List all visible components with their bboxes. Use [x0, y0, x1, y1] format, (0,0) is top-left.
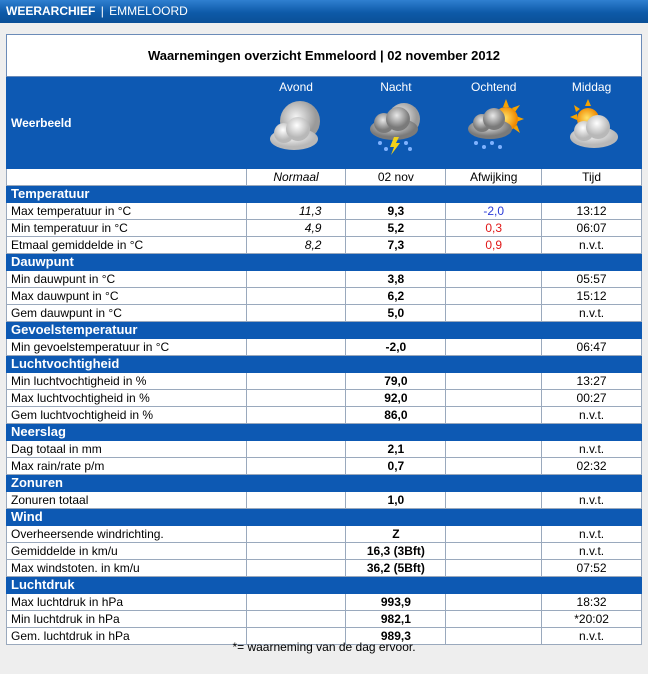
table-row	[7, 492, 642, 509]
deviation-value	[446, 339, 542, 356]
table-row	[7, 407, 642, 424]
table-row	[7, 390, 642, 407]
table-row	[7, 271, 642, 288]
row-label: Dag totaal in mm	[7, 441, 247, 458]
deviation-value	[446, 611, 542, 628]
row-label: Max luchtdruk in hPa	[7, 594, 247, 611]
deviation-value	[446, 373, 542, 390]
row-label: Gemiddelde in km/u	[7, 543, 247, 560]
observed-value: 9,3	[346, 203, 446, 220]
observed-value: 36,2 (5Bft)	[346, 560, 446, 577]
observed-value: 0,7	[346, 458, 446, 475]
time-value: n.v.t.	[542, 492, 642, 509]
rain-sun-icon	[462, 97, 526, 157]
observed-value: 982,1	[346, 611, 446, 628]
normal-value	[246, 305, 346, 322]
weather-panel	[0, 23, 648, 674]
cloudy-night-icon	[264, 97, 328, 157]
title-separator: |	[100, 4, 104, 18]
observed-value: 16,3 (3Bft)	[346, 543, 446, 560]
deviation-value	[446, 288, 542, 305]
deviation-value	[446, 441, 542, 458]
deviation-value	[446, 526, 542, 543]
location-name: EMMELOORD	[109, 4, 188, 18]
normal-value	[246, 339, 346, 356]
time-value: 05:57	[542, 271, 642, 288]
time-value: 18:32	[542, 594, 642, 611]
section-title: Luchtvochtigheid	[7, 356, 642, 373]
normal-value: 8,2	[246, 237, 346, 254]
section-title: Wind	[7, 509, 642, 526]
normal-value	[246, 526, 346, 543]
table-row	[7, 441, 642, 458]
header-normaal: Normaal	[246, 169, 346, 186]
observed-value: 2,1	[346, 441, 446, 458]
normal-value	[246, 458, 346, 475]
section-header-row	[7, 186, 642, 203]
table-row	[7, 237, 642, 254]
section-header-row	[7, 509, 642, 526]
table-row	[7, 373, 642, 390]
table-row	[7, 220, 642, 237]
normal-value: 11,3	[246, 203, 346, 220]
row-label: Max windstoten. in km/u	[7, 560, 247, 577]
weather-image-row	[7, 77, 642, 169]
table-row	[7, 560, 642, 577]
deviation-value	[446, 390, 542, 407]
observed-value: 1,0	[346, 492, 446, 509]
normal-value	[246, 390, 346, 407]
section-title: Luchtdruk	[7, 577, 642, 594]
time-value: n.v.t.	[542, 237, 642, 254]
section-title: Zonuren	[7, 475, 642, 492]
observed-value: 92,0	[346, 390, 446, 407]
observed-value: 79,0	[346, 373, 446, 390]
header-afwijking: Afwijking	[446, 169, 542, 186]
table-row	[7, 288, 642, 305]
observations-table	[6, 34, 642, 645]
table-row	[7, 611, 642, 628]
section-header-row	[7, 475, 642, 492]
normal-value	[246, 560, 346, 577]
table-row	[7, 305, 642, 322]
time-value: n.v.t.	[542, 441, 642, 458]
deviation-value	[446, 271, 542, 288]
period-middag	[542, 77, 642, 169]
period-label: Middag	[571, 80, 612, 94]
observed-value: 993,9	[346, 594, 446, 611]
deviation-value: 0,3	[446, 220, 542, 237]
row-label: Gem dauwpunt in °C	[7, 305, 247, 322]
deviation-value: -2,0	[446, 203, 542, 220]
header-tijd: Tijd	[542, 169, 642, 186]
table-row	[7, 203, 642, 220]
observed-value: Z	[346, 526, 446, 543]
row-label: Min luchtdruk in hPa	[7, 611, 247, 628]
row-label: Max luchtvochtigheid in %	[7, 390, 247, 407]
deviation-value	[446, 305, 542, 322]
deviation-value	[446, 594, 542, 611]
time-value: 00:27	[542, 390, 642, 407]
section-title: Neerslag	[7, 424, 642, 441]
time-value: 13:12	[542, 203, 642, 220]
table-row	[7, 543, 642, 560]
observed-value: -2,0	[346, 339, 446, 356]
row-label: Min gevoelstemperatuur in °C	[7, 339, 247, 356]
time-value: n.v.t.	[542, 407, 642, 424]
section-title: WEERARCHIEF	[6, 4, 96, 18]
normal-value	[246, 288, 346, 305]
time-value: 07:52	[542, 560, 642, 577]
section-title: Temperatuur	[7, 186, 642, 203]
period-nacht	[346, 77, 446, 169]
observed-value: 6,2	[346, 288, 446, 305]
row-label: Overheersende windrichting.	[7, 526, 247, 543]
row-label: Min dauwpunt in °C	[7, 271, 247, 288]
section-title: Gevoelstemperatuur	[7, 322, 642, 339]
section-header-row	[7, 424, 642, 441]
row-label: Etmaal gemiddelde in °C	[7, 237, 247, 254]
time-value: n.v.t.	[542, 543, 642, 560]
normal-value	[246, 543, 346, 560]
time-value: n.v.t.	[542, 526, 642, 543]
observed-value: 3,8	[346, 271, 446, 288]
observed-value: 86,0	[346, 407, 446, 424]
normal-value	[246, 373, 346, 390]
time-value: 13:27	[542, 373, 642, 390]
observed-value: 5,0	[346, 305, 446, 322]
row-label: Max dauwpunt in °C	[7, 288, 247, 305]
time-value: n.v.t.	[542, 628, 642, 645]
deviation-value	[446, 492, 542, 509]
partly-cloudy-icon	[560, 97, 624, 157]
table-row	[7, 526, 642, 543]
footnote: *= waarneming van de dag ervoor.	[232, 640, 416, 654]
table-title: Waarnemingen overzicht Emmeloord | 02 november 2012	[7, 35, 642, 77]
thunderstorm-night-icon	[364, 97, 428, 157]
time-value: 06:07	[542, 220, 642, 237]
deviation-value	[446, 458, 542, 475]
column-header-row	[7, 169, 642, 186]
time-value: 15:12	[542, 288, 642, 305]
normal-value: 4,9	[246, 220, 346, 237]
table-row	[7, 458, 642, 475]
row-label: Min temperatuur in °C	[7, 220, 247, 237]
row-label: Zonuren totaal	[7, 492, 247, 509]
weerbeeld-label: Weerbeeld	[7, 77, 247, 169]
observed-value: 7,3	[346, 237, 446, 254]
period-avond	[246, 77, 346, 169]
header-date: 02 nov	[346, 169, 446, 186]
section-header-row	[7, 322, 642, 339]
observed-value: 989,3	[346, 628, 446, 645]
period-label: Avond	[279, 80, 313, 94]
period-ochtend	[446, 77, 542, 169]
row-label: Gem. luchtdruk in hPa	[7, 628, 247, 645]
period-label: Ochtend	[471, 80, 517, 94]
row-label: Gem luchtvochtigheid in %	[7, 407, 247, 424]
top-bar	[0, 0, 648, 23]
section-title: Dauwpunt	[7, 254, 642, 271]
normal-value	[246, 271, 346, 288]
section-header-row	[7, 356, 642, 373]
time-value: *20:02	[542, 611, 642, 628]
table-row	[7, 339, 642, 356]
section-header-row	[7, 254, 642, 271]
time-value: n.v.t.	[542, 305, 642, 322]
observed-value: 5,2	[346, 220, 446, 237]
normal-value	[246, 407, 346, 424]
period-label: Nacht	[380, 80, 412, 94]
row-label: Max rain/rate p/m	[7, 458, 247, 475]
deviation-value	[446, 560, 542, 577]
deviation-value	[446, 407, 542, 424]
time-value: 06:47	[542, 339, 642, 356]
empty-header	[7, 169, 247, 186]
section-header-row	[7, 577, 642, 594]
normal-value	[246, 594, 346, 611]
table-row	[7, 594, 642, 611]
time-value: 02:32	[542, 458, 642, 475]
deviation-value	[446, 543, 542, 560]
row-label: Min luchtvochtigheid in %	[7, 373, 247, 390]
normal-value	[246, 611, 346, 628]
normal-value	[246, 441, 346, 458]
deviation-value: 0,9	[446, 237, 542, 254]
normal-value	[246, 492, 346, 509]
table-title-row	[7, 35, 642, 77]
row-label: Max temperatuur in °C	[7, 203, 247, 220]
